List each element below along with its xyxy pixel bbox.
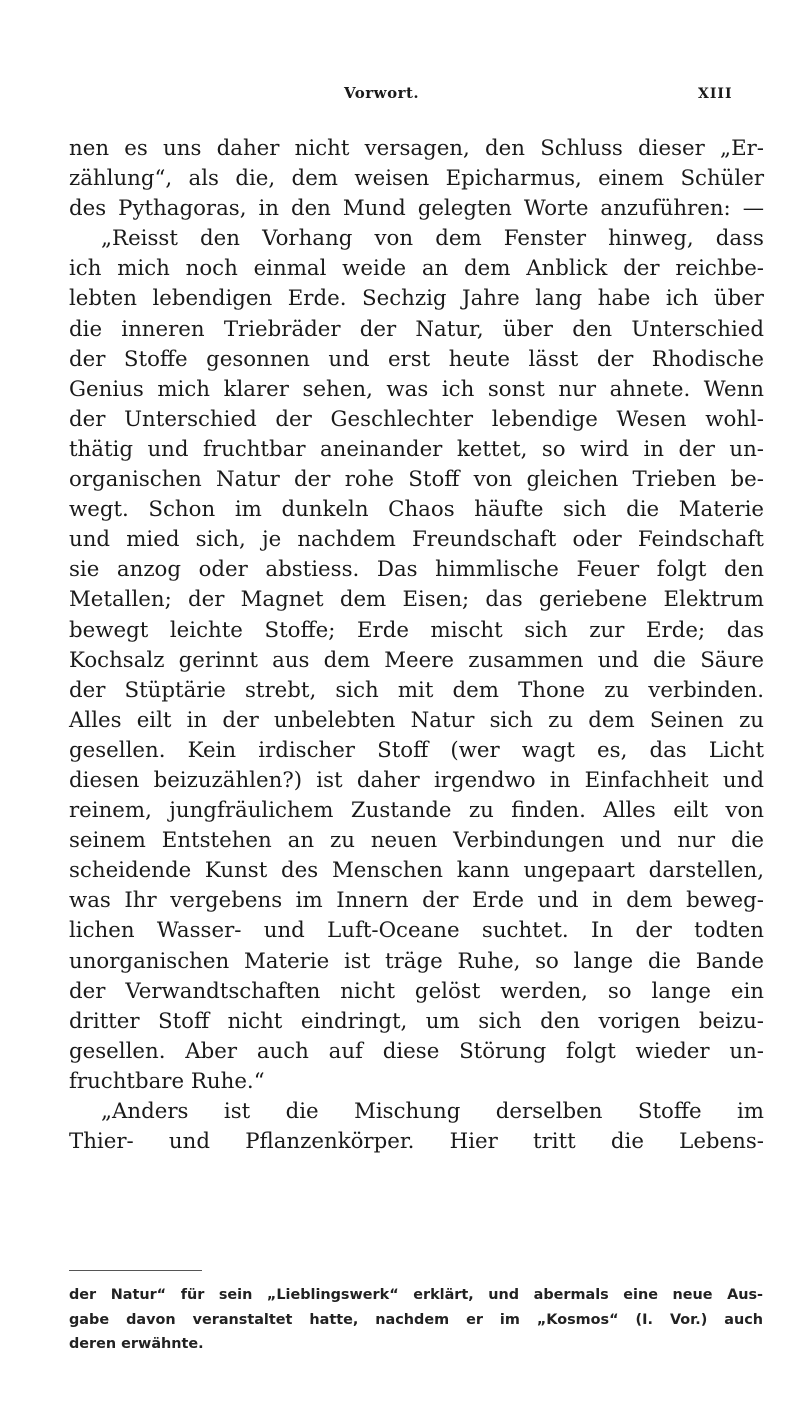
text-line: unorganischen Materie ist träge Ruhe, so lange die Bande xyxy=(69,948,764,974)
footnote xyxy=(69,1283,763,1357)
text-line: Kochsalz gerinnt aus dem Meere zusammen und die Säure xyxy=(69,647,764,673)
text-line: lichen Wasser- und Luft-Oceane suchtet. In der todten xyxy=(69,918,764,944)
text-line: der Stüptärie strebt, sich mit dem Thone zu verbinden. xyxy=(69,677,764,703)
text-line: „Reisst den Vorhang von dem Fenster hinweg, dass xyxy=(101,226,764,252)
text-line: diesen beizuzählen?) ist daher irgendwo in Einfachheit und xyxy=(69,767,764,793)
text-line: dritter Stoff nicht eindringt, um sich den vorigen beizu- xyxy=(69,1008,764,1034)
text-line: ich mich noch einmal weide an dem Anblick der reichbe- xyxy=(69,256,764,282)
text-line: organischen Natur der rohe Stoff von gleichen Trieben be- xyxy=(69,467,764,493)
text-line: Genius mich klarer sehen, was ich sonst nur ahnete. Wenn xyxy=(69,376,764,402)
text-line: fruchtbare Ruhe.“ xyxy=(69,1068,265,1094)
text-line: Thier- und Pflanzenkörper. Hier tritt die Lebens- xyxy=(69,1129,764,1155)
text-line: thätig und fruchtbar aneinander kettet, so wird in der un- xyxy=(69,436,764,462)
text-line: „Anders ist die Mischung derselben Stoffe im xyxy=(101,1099,764,1124)
text-line: sie anzog oder abstiess. Das himmlische Feuer folgt den xyxy=(69,557,764,583)
text-line: scheidende Kunst des Menschen kann ungepaart darstellen, xyxy=(69,858,764,884)
text-line: der Stoffe gesonnen und erst heute lässt der Rhodische xyxy=(69,346,764,372)
text-line: zählung“, als die, dem weisen Epicharmus, einem Schüler xyxy=(69,166,764,192)
footnote-line: der Natur“ für sein „Lieblingswerk“ erklärt, und abermals eine neue Aus- xyxy=(69,1287,763,1303)
text-line: lebten lebendigen Erde. Sechzig Jahre lang habe ich über xyxy=(69,286,764,312)
text-line: Alles eilt in der unbelebten Natur sich zu dem Seinen zu xyxy=(69,707,764,733)
footnote-line: deren erwähnte. xyxy=(69,1336,204,1352)
page-number: XIII xyxy=(698,86,733,102)
text-line: des Pythagoras, in den Mund gelegten Worte anzuführen: — xyxy=(69,196,764,222)
text-line: gesellen. Kein irdischer Stoff (wer wagt es, das Licht xyxy=(69,737,764,763)
text-line: wegt. Schon im dunkeln Chaos häufte sich die Materie xyxy=(69,497,764,523)
footnote-rule xyxy=(69,1270,202,1271)
text-line: reinem, jungfräulichem Zustande zu finden. Alles eilt von xyxy=(69,798,764,824)
text-line: die inneren Triebräder der Natur, über den Unterschied xyxy=(69,316,764,342)
text-line: Metallen; der Magnet dem Eisen; das geriebene Elektrum xyxy=(69,587,764,613)
text-line: nen es uns daher nicht versagen, den Schluss dieser „Er- xyxy=(69,136,764,161)
footnote-line: gabe davon veranstaltet hatte, nachdem er im „Kosmos“ (I. Vor.) auch xyxy=(69,1311,763,1328)
text-line: gesellen. Aber auch auf diese Störung folgt wieder un- xyxy=(69,1038,764,1064)
text-line: der Unterschied der Geschlechter lebendige Wesen wohl- xyxy=(69,406,764,432)
text-line: bewegt leichte Stoffe; Erde mischt sich zur Erde; das xyxy=(69,617,764,643)
page-header xyxy=(0,84,800,114)
text-line: was Ihr vergebens im Innern der Erde und in dem beweg- xyxy=(69,888,764,914)
text-line: der Verwandtschaften nicht gelöst werden, so lange ein xyxy=(69,978,764,1004)
text-line: und mied sich, je nachdem Freundschaft oder Feindschaft xyxy=(69,527,764,553)
main-text xyxy=(69,134,764,1157)
running-head: Vorwort. xyxy=(344,84,420,102)
text-line: seinem Entstehen an zu neuen Verbindungen und nur die xyxy=(69,828,764,854)
